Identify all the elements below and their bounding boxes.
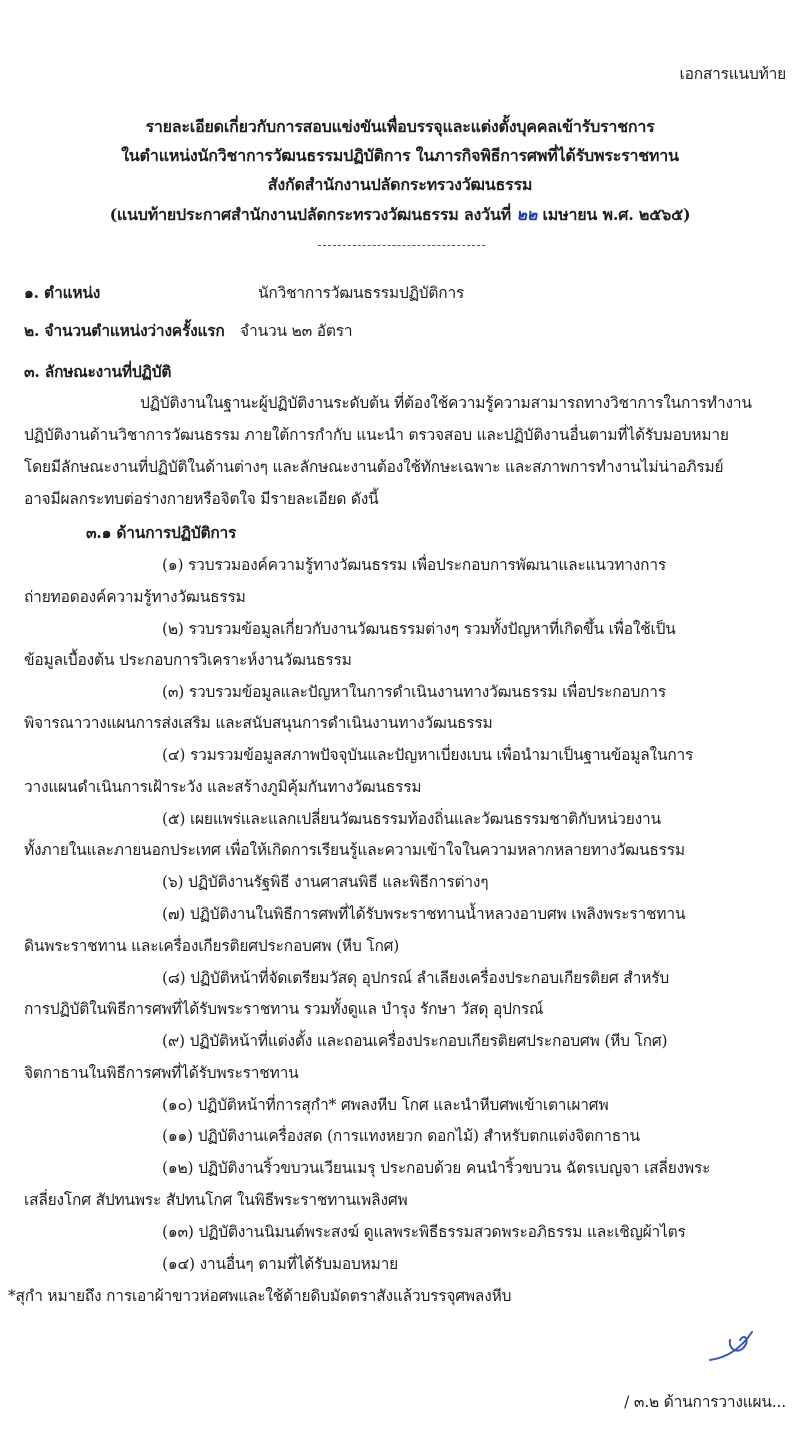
section-1-value: นักวิชาการวัฒนธรรมปฏิบัติการ: [258, 284, 465, 302]
list-item: (๔) รวมรวมข้อมูลสภาพปัจจุบันและปัญหาเบี่ยงเบน เพื่อนำมาเป็นฐานข้อมูลในการ: [162, 746, 694, 764]
footnote: *สุกำ หมายถึง การเอาผ้าขาวห่อศพและใช้ด้ายดิบมัดตราสังแล้วบรรจุศพลงหีบ: [8, 1287, 512, 1305]
section-3-label: ๓. ลักษณะงานที่ปฏิบัติ: [24, 362, 172, 381]
list-item: (๗) ปฏิบัติงานในพิธีการศพที่ได้รับพระราชทานน้ำหลวงอาบศพ เพลิงพระราชทาน: [162, 905, 686, 923]
list-item: (๒) รวบรวมข้อมูลเกี่ยวกับงานวัฒนธรรมต่างๆ รวมทั้งปัญหาที่เกิดขึ้น เพื่อใช้เป็น: [162, 620, 676, 638]
list-item: (๑๒) ปฏิบัติงานริ้วขบวนเวียนเมรุ ประกอบด้วย คนนำริ้วขบวน ฉัตรเบญจา เสลี่ยงพระ: [162, 1159, 711, 1177]
continued-note: / ๓.๒ ด้านการวางแผน...: [624, 1393, 786, 1411]
title-line-4: [0, 203, 800, 227]
section-2-value: จำนวน ๒๓ อัตรา: [240, 322, 353, 340]
list-item: (๖) ปฏิบัติงานรัฐพิธี งานศาสนพิธี และพิธีการต่างๆ: [162, 873, 489, 891]
list-item-cont: การปฏิบัติในพิธีการศพที่ได้รับพระราชทาน รวมทั้งดูแล บำรุง รักษา วัสดุ อุปกรณ์: [24, 1000, 544, 1018]
section-3-para-line: อาจมีผลกระทบต่อร่างกายหรือจิตใจ มีรายละเอียด ดังนี้: [24, 490, 379, 508]
section-2-label: ๒. จำนวนตำแหน่งว่างครั้งแรก: [24, 321, 225, 340]
list-item: (๓) รวบรวมข้อมูลและปัญหาในการดำเนินงานทางวัฒนธรรม เพื่อประกอบการ: [162, 683, 666, 701]
list-item: (๙) ปฏิบัติหน้าที่แต่งตั้ง และถอนเครื่องประกอบเกียรติยศประกอบศพ (หีบ โกศ): [162, 1032, 668, 1050]
list-item-cont: ทั้งภายในและภายนอกประเทศ เพื่อให้เกิดการเรียนรู้และความเข้าใจในความหลากหลายทางวัฒนธรรม: [24, 841, 685, 859]
list-item: (๘) ปฏิบัติหน้าที่จัดเตรียมวัสดุ อุปกรณ์ ลำเลียงเครื่องประกอบเกียรติยศ สำหรับ: [162, 969, 670, 987]
list-item: (๑๐) ปฏิบัติหน้าที่การสุกำ* ศพลงหีบ โกศ และนำหีบศพเข้าเตาเผาศพ: [162, 1096, 609, 1114]
title-line-2: ในตำแหน่งนักวิชาการวัฒนธรรมปฏิบัติการ ในภารกิจพิธีการศพที่ได้รับพระราชทาน: [121, 146, 679, 165]
list-item: (๑) รวบรวมองค์ความรู้ทางวัฒนธรรม เพื่อประกอบการพัฒนาและแนวทางการ: [162, 556, 666, 574]
list-item-cont: ถ่ายทอดองค์ความรู้ทางวัฒนธรรม: [24, 588, 246, 606]
title-divider: [318, 245, 485, 246]
list-item-cont: จิตกาธานในพิธีการศพที่ได้รับพระราชทาน: [24, 1064, 299, 1082]
section-3-para-line: ปฏิบัติงานในฐานะผู้ปฏิบัติงานระดับต้น ที่ต้องใช้ความรู้ความสามารถทางวิชาการในการทำงาน: [140, 394, 752, 412]
signature-mark-icon: [700, 1320, 760, 1370]
subsection-3-1-heading: ๓.๑ ด้านการปฏิบัติการ: [86, 523, 237, 542]
list-item: (๑๓) ปฏิบัติงานนิมนต์พระสงฆ์ ดูแลพระพิธีธรรมสวดพระอภิธรรม และเชิญผ้าไตร: [162, 1223, 686, 1241]
attachment-label: เอกสารแนบท้าย: [679, 65, 786, 83]
list-item-cont: ดินพระราชทาน และเครื่องเกียรติยศประกอบศพ (หีบ โกศ): [24, 937, 400, 955]
section-3-para-line: โดยมีลักษณะงานที่ปฏิบัติในด้านต่างๆ และลักษณะงานต้องใช้ทักษะเฉพาะ และสภาพการทำงานไม่น่าอภิรมย์: [24, 458, 724, 476]
list-item-cont: ข้อมูลเบื้องต้น ประกอบการวิเคราะห์งานวัฒนธรรม: [24, 651, 352, 669]
list-item: (๑๑) ปฏิบัติงานเครื่องสด (การแทงหยวก ดอกไม้) สำหรับตกแต่งจิตกาธาน: [162, 1127, 640, 1145]
list-item-cont: เสลี่ยงโกศ สัปทนพระ สัปทนโกศ ในพิธีพระราชทานเพลิงศพ: [24, 1191, 408, 1209]
section-1-label: ๑. ตำแหน่ง: [24, 283, 101, 302]
title-line-4-prefix: (แนบท้ายประกาศสำนักงานปลัดกระทรวงวัฒนธรรม ลงวันที่: [109, 205, 512, 224]
title-line-3: สังกัดสำนักงานปลัดกระทรวงวัฒนธรรม: [267, 175, 533, 194]
list-item-cont: พิจารณาวางแผนการส่งเสริม และสนับสนุนการดำเนินงานทางวัฒนธรรม: [24, 714, 493, 732]
title-line-1: รายละเอียดเกี่ยวกับการสอบแข่งขันเพื่อบรรจุและแต่งตั้งบุคคลเข้ารับราชการ: [145, 117, 655, 136]
list-item: (๑๔) งานอื่นๆ ตามที่ได้รับมอบหมาย: [162, 1255, 399, 1273]
handwritten-date: ๒๒: [516, 205, 538, 224]
section-3-para-line: ปฏิบัติงานด้านวิชาการวัฒนธรรม ภายใต้การกำกับ แนะนำ ตรวจสอบ และปฏิบัติงานอื่นตามที่ได้รับมอบหมาย: [24, 426, 729, 444]
title-line-4-suffix: เมษายน พ.ศ. ๒๕๖๕): [542, 205, 691, 224]
list-item: (๕) เผยแพร่และแลกเปลี่ยนวัฒนธรรมท้องถิ่นและวัฒนธรรมชาติกับหน่วยงาน: [162, 810, 661, 828]
list-item-cont: วางแผนดำเนินการเฝ้าระวัง และสร้างภูมิคุ้มกันทางวัฒนธรรม: [24, 778, 422, 796]
